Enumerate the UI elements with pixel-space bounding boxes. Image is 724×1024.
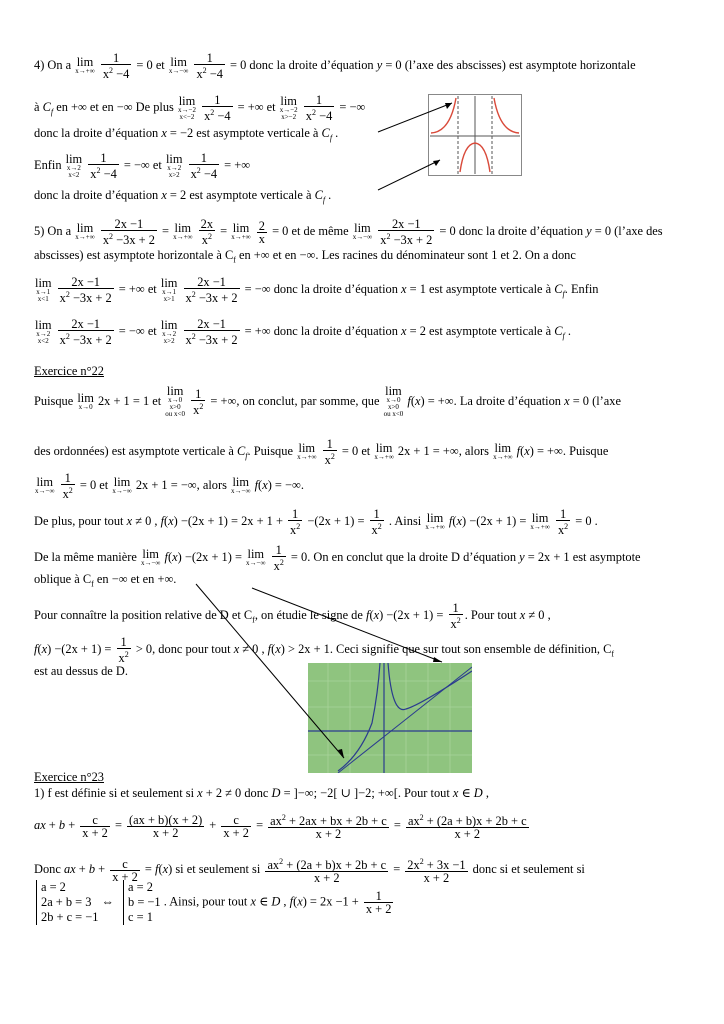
ex23-line-2: ax + b + $\frac{c}{x + 2}$ = $\frac{(ax + b)(x + 2)}{x + 2}$ + $\frac{c}{x + 2}$ = $\frac{ax^2 + 2ax + bx + 2b + c}{x + 2}$ = $\frac{ax^2 + (2a + b)x + 2b + c}{x + 2}$ [34, 812, 527, 842]
q4-line-3: donc la droite d’équation x = −2 est asymptote verticale à $C_f$ . [34, 126, 339, 143]
ex23-line-4: a = 2 2a + b = 3 2b + c = −1 ⇔ a = 2 b = −1 c = 1 . Ainsi, pour tout x ∈ D , f(x) = 2x −1 + $\frac{1}{x + 2}$ [30, 880, 395, 925]
q4-line-5: donc la droite d’équation x = 2 est asymptote verticale à $C_f$ . [34, 188, 332, 205]
ex22-line-5: De la même manière lim x→−∞ f(x) −(2x + 1) = lim x→−∞ $\frac{1}{x^2}$ = 0. On en conclut que la droite D d’équation y = 2x + 1 est asymptote [34, 543, 641, 574]
ex22-line-1: Puisque lim x→0 2x + 1 = 1 et lim x→0 x>0 ou x<0 $\frac{1}{x^2}$ = +∞, on conclut, par somme, que lim x→0 x>0 ou x<0 f(x) = +∞. La droite d’équation x = 0 (l’axe [34, 384, 621, 418]
ex22-line-3: lim x→−∞ $\frac{1}{x^2}$ = 0 et lim x→−∞ 2x + 1 = −∞, alors lim x→−∞ f(x) = −∞. [35, 471, 304, 502]
ex22-line-8: f(x) −(2x + 1) = $\frac{1}{x^2}$ > 0, donc pour tout x ≠ 0 , f(x) > 2x + 1. Ceci signifie que sur tout son ensemble de définition, $C_f$ [34, 635, 615, 666]
arrow-lines-1 [0, 0, 724, 200]
q4-line-4: Enfin lim x→2 x<2 $\frac{1}{x^2 -4}$ = −∞ et lim x→2 x>2 $\frac{1}{x^2 -4}$ = +∞ [34, 151, 251, 182]
q5-line-4: lim x→2 x<2 $\frac{2x -1}{x^2 -3x + 2}$ = −∞ et lim x→2 x>2 $\frac{2x -1}{x^2 -3x + 2}$ = +∞ donc la droite d’équation x = 2 est asymptote verticale à $C_f$ . [35, 317, 571, 348]
ex23-line-1: 1) f est définie si et seulement si x + 2 ≠ 0 donc D = ]−∞; −2[ ∪ ]−2; +∞[. Pour tout x ∈ D , [34, 786, 489, 800]
ex22-title: Exercice n°22 [34, 364, 104, 378]
ex23-line-3: Donc ax + b + $\frac{c}{x + 2}$ = f(x) si et seulement si $\frac{ax^2 + (2a + b)x + 2b + c}{x + 2}$ = $\frac{2x^2 + 3x -1}{x + 2}$ donc si et seulement si [34, 856, 585, 886]
q4-line-1: 4) On a lim x→+∞ $\frac{1}{x^2 -4}$ = 0 et lim x→−∞ $\frac{1}{x^2 -4}$ = 0 donc la droite d’équation y = 0 (l’axe des abscisses) est asymptote horizontale [34, 51, 636, 82]
q5-line-2: abscisses) est asymptote horizontale à $C_f$ en +∞ et en −∞. Les racines du dénominateur sont 1 et 2. On a donc [34, 248, 576, 265]
ex22-line-7: Pour connaître la position relative de D et $C_f$, on étudie le signe de f(x) −(2x + 1) = $\frac{1}{x^2}$ . Pour tout x ≠ 0 , [34, 601, 551, 632]
ex22-line-6: oblique à $C_f$ en −∞ et en +∞. [34, 572, 177, 589]
system-2: a = 2 b = −1 c = 1 [123, 880, 161, 925]
ex23-title: Exercice n°23 [34, 770, 104, 784]
arrow-lines-2 [0, 570, 724, 770]
q4-line-2: à $C_f$ en +∞ et en −∞ De plus lim x→−2 x<−2 $\frac{1}{x^2 -4}$ = +∞ et lim x→−2 x>−2 $\frac{1}{x^2 -4}$ = −∞ [34, 93, 366, 124]
ex22-line-2: des ordonnées) est asymptote verticale à $C_f$. Puisque lim x→+∞ $\frac{1}{x^2}$ = 0 et lim x→+∞ 2x + 1 = +∞, alors lim x→+∞ f(x) = +∞. Puisque [34, 437, 609, 468]
ex22-line-4: De plus, pour tout x ≠ 0 , f(x) −(2x + 1) = 2x + 1 + $\frac{1}{x^2}$ −(2x + 1) = $\frac{1}{x^2}$ . Ainsi lim x→+∞ f(x) −(2x + 1) = lim x→+∞ $\frac{1}{x^2}$ = 0 . [34, 507, 598, 538]
q5-line-1: 5) On a lim x→+∞ $\frac{2x -1}{x^2 -3x + 2}$ = lim x→+∞ $\frac{2x}{x^2}$ = lim x→+∞ $\frac{2}{x}$ = 0 et de même lim x→−∞ $\frac{2x -1}{x^2 -3x + 2}$ = 0 donc la droite d’équation y = 0 (l’axe des [34, 217, 663, 248]
ex22-line-9: est au dessus de D. [34, 664, 128, 678]
system-1: a = 2 2a + b = 3 2b + c = −1 [36, 880, 98, 925]
q5-line-3: lim x→1 x<1 $\frac{2x -1}{x^2 -3x + 2}$ = +∞ et lim x→1 x>1 $\frac{2x -1}{x^2 -3x + 2}$ = −∞ donc la droite d’équation x = 1 est asymptote verticale à $C_f$. Enfin [35, 275, 599, 306]
